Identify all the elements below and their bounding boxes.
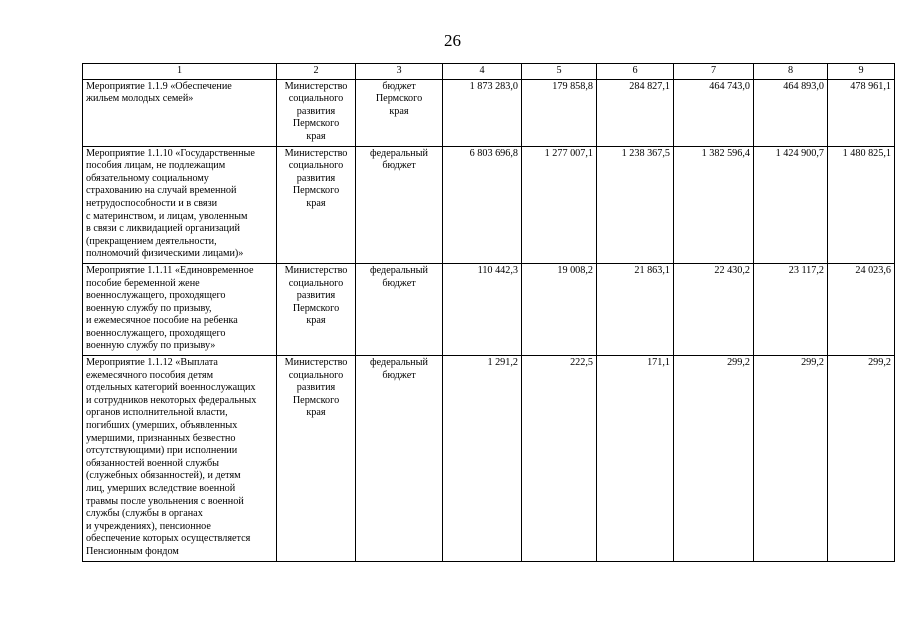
amount-cell: 1 873 283,0 [443,79,522,146]
amount-cell: 222,5 [522,356,597,562]
amount-cell: 1 382 596,4 [674,146,754,263]
table-header-row [83,64,895,80]
amount-cell: 1 291,2 [443,356,522,562]
amount-cell: 19 008,2 [522,263,597,355]
table-row [83,263,895,355]
column-number: 6 [597,64,674,80]
executor: Министерство социального развития Пермского края [277,146,356,263]
amount-cell: 171,1 [597,356,674,562]
amount-cell: 1 277 007,1 [522,146,597,263]
amount-cell: 110 442,3 [443,263,522,355]
amount-cell: 299,2 [754,356,828,562]
amount-cell: 1 424 900,7 [754,146,828,263]
measure-name: Мероприятие 1.1.11 «Единовременное пособие беременной жене военнослужащего, проходящего военную службу по призыву, и ежемесячное пособие на ребенка военнослужащего, проходящего военную службу по призыву» [83,263,277,355]
executor: Министерство социального развития Пермского края [277,356,356,562]
amount-cell: 23 117,2 [754,263,828,355]
page-number: 26 [444,31,461,50]
amount-cell: 6 803 696,8 [443,146,522,263]
amount-cell: 284 827,1 [597,79,674,146]
table-row [83,146,895,263]
amount-cell: 464 893,0 [754,79,828,146]
measure-name: Мероприятие 1.1.9 «Обеспечение жильем молодых семей» [83,79,277,146]
amount-cell: 22 430,2 [674,263,754,355]
column-number: 4 [443,64,522,80]
column-number: 3 [356,64,443,80]
executor: Министерство социального развития Пермского края [277,263,356,355]
amount-cell: 24 023,6 [828,263,895,355]
column-number: 1 [83,64,277,80]
funding-source: федеральный бюджет [356,146,443,263]
measure-name: Мероприятие 1.1.10 «Государственные пособия лицам, не подлежащим обязательному социальному страхованию на случай временной нетрудоспособности и в связи с материнством, и лицам, уволенным в связи с ликвидацией организаций (прекращением деятельности, полномочий физическими лицами)» [83,146,277,263]
column-number: 9 [828,64,895,80]
amount-cell: 1 238 367,5 [597,146,674,263]
table-row [83,79,895,146]
executor: Министерство социального развития Пермского края [277,79,356,146]
amount-cell: 1 480 825,1 [828,146,895,263]
column-number: 2 [277,64,356,80]
budget-table [82,63,895,562]
amount-cell: 179 858,8 [522,79,597,146]
funding-source: федеральный бюджет [356,263,443,355]
amount-cell: 21 863,1 [597,263,674,355]
table-row [83,356,895,562]
amount-cell: 299,2 [828,356,895,562]
amount-cell: 478 961,1 [828,79,895,146]
amount-cell: 299,2 [674,356,754,562]
column-number: 8 [754,64,828,80]
measure-name: Мероприятие 1.1.12 «Выплата ежемесячного пособия детям отдельных категорий военнослужащих и сотрудников некоторых федеральных органов исполнительной власти, погибших (умерших, объявленных умершими, признанных безвестно отсутствующими) при исполнении обязанностей военной службы (служебных обязанностей), и детям лиц, умерших вследствие военной травмы после увольнения с военной службы (службы в органах и учреждениях), пенсионное обеспечение которых осуществляется Пенсионным фондом [83,356,277,562]
funding-source: бюджет Пермского края [356,79,443,146]
column-number: 7 [674,64,754,80]
amount-cell: 464 743,0 [674,79,754,146]
column-number: 5 [522,64,597,80]
funding-source: федеральный бюджет [356,356,443,562]
